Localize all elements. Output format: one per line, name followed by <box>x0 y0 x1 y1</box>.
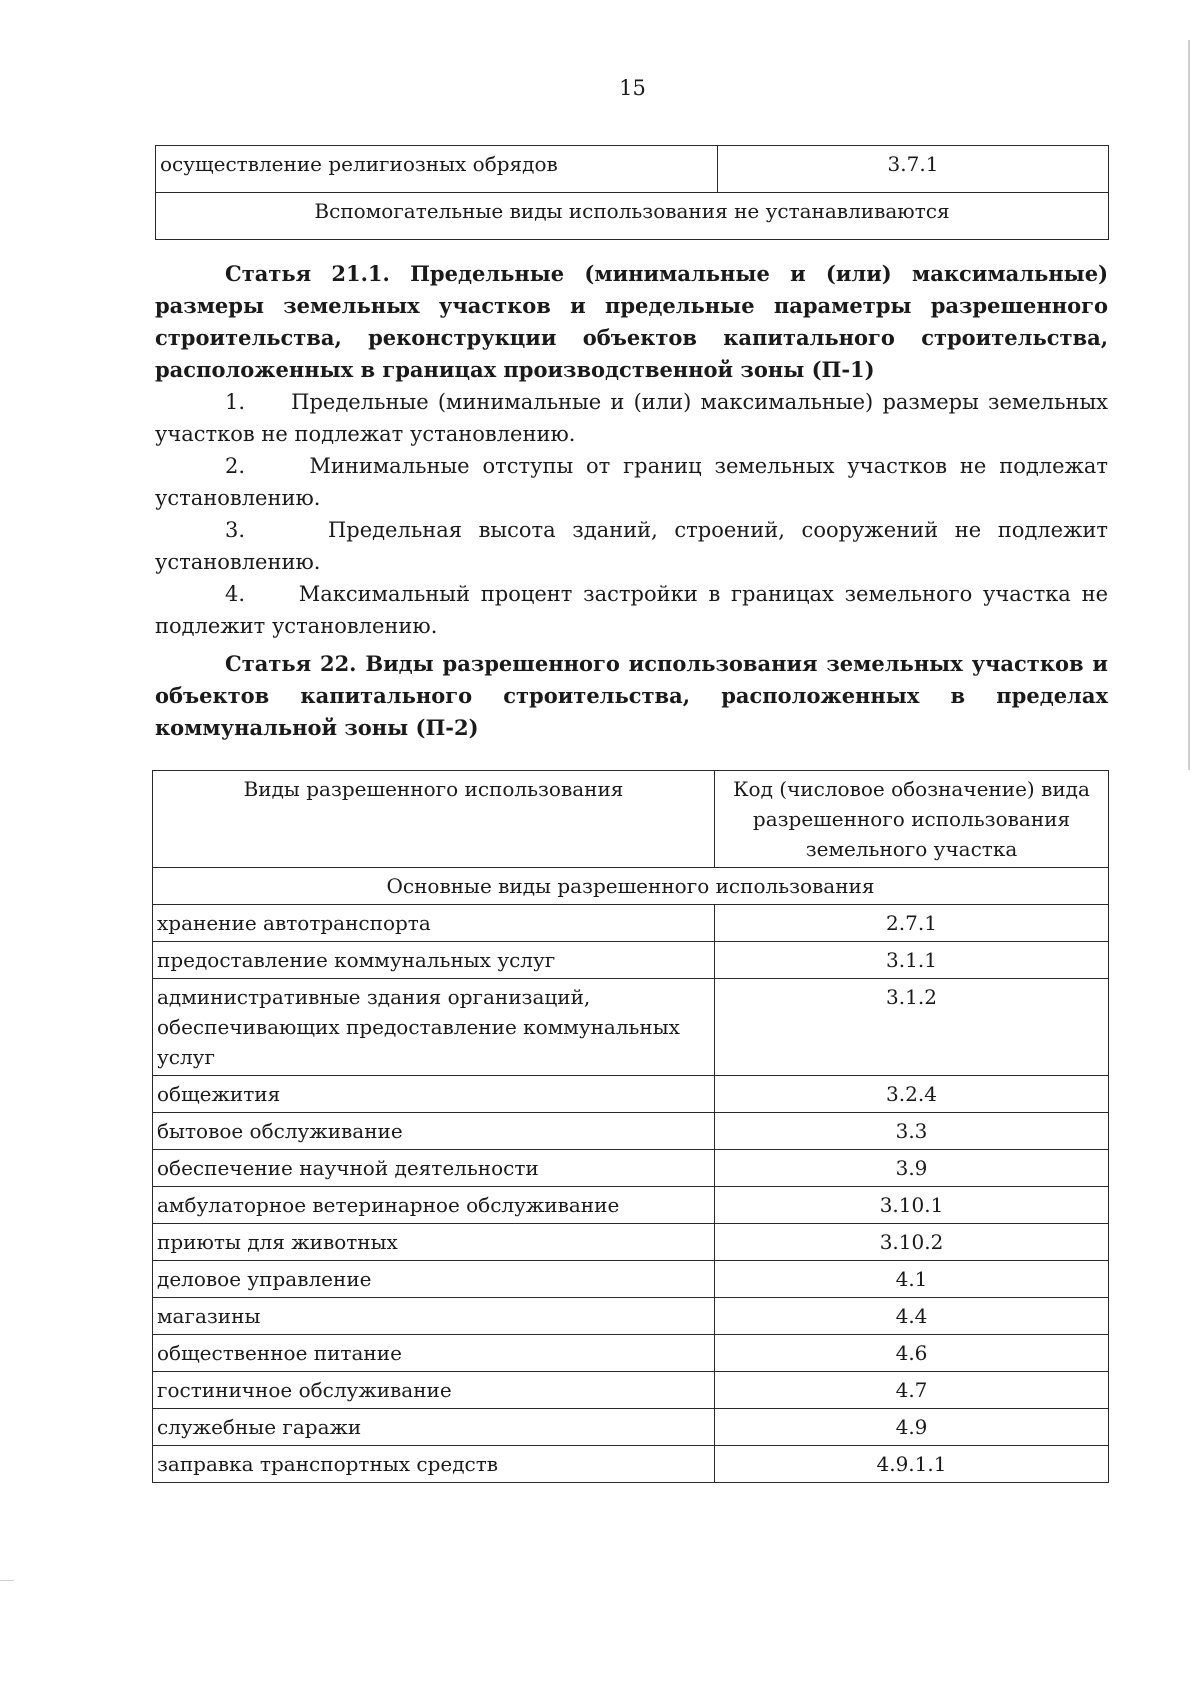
table-cell-code: 3.1.1 <box>715 942 1109 979</box>
table-cell-code: 3.10.2 <box>715 1224 1109 1261</box>
table-cell-code: 3.2.4 <box>715 1076 1109 1113</box>
table-cell-name: хранение автотранспорта <box>153 905 715 942</box>
table-row <box>153 1150 1109 1187</box>
article-item: 3. Предельная высота зданий, строений, сооружений не подлежит установлению. <box>155 518 1108 574</box>
page-number: 15 <box>619 76 646 100</box>
table-cell-name: гостиничное обслуживание <box>153 1372 715 1409</box>
table-row <box>153 942 1109 979</box>
table-cell-name: обеспечение научной деятельности <box>153 1150 715 1187</box>
article-item: 2. Минимальные отступы от границ земельных участков не подлежат установлению. <box>155 454 1108 510</box>
table-cell-name: бытовое обслуживание <box>153 1113 715 1150</box>
table-row <box>153 1224 1109 1261</box>
table-cell-name: общежития <box>153 1076 715 1113</box>
table-row <box>156 146 1109 193</box>
top-table <box>155 145 1109 240</box>
table-cell-name: служебные гаражи <box>153 1409 715 1446</box>
table-cell-code: 4.9 <box>715 1409 1109 1446</box>
table-cell-code: 2.7.1 <box>715 905 1109 942</box>
header-name: Виды разрешенного использования <box>153 771 715 868</box>
table-cell-code: 4.4 <box>715 1298 1109 1335</box>
table-row <box>153 1446 1109 1483</box>
table-section-row <box>153 868 1109 905</box>
table-row <box>156 193 1109 240</box>
table-row <box>153 905 1109 942</box>
table-cell-code: 4.6 <box>715 1335 1109 1372</box>
table-row <box>153 1335 1109 1372</box>
table-cell-code: 4.1 <box>715 1261 1109 1298</box>
table-header-row <box>153 771 1109 868</box>
table-row <box>153 1113 1109 1150</box>
table-cell-name: приюты для животных <box>153 1224 715 1261</box>
article-title: Статья 21.1. Предельные (минимальные и (или) максимальные) размеры земельных участков и предельные параметры разрешенного строительства, реконструкции объектов капитального строительства, расположенных в границах производственной зоны (П-1) <box>155 261 1108 382</box>
section-title: Основные виды разрешенного использования <box>153 868 1109 905</box>
scan-edge-mark <box>1188 40 1190 770</box>
table-note: Вспомогательные виды использования не устанавливаются <box>156 193 1109 240</box>
table-cell-code: 3.3 <box>715 1113 1109 1150</box>
article-item: 4. Максимальный процент застройки в границах земельного участка не подлежит установлению. <box>155 582 1108 638</box>
table-cell-code: 3.10.1 <box>715 1187 1109 1224</box>
table-cell-code: 3.7.1 <box>718 146 1109 193</box>
table-row <box>153 979 1109 1076</box>
table-cell-name: амбулаторное ветеринарное обслуживание <box>153 1187 715 1224</box>
table-row <box>153 1187 1109 1224</box>
header-code: Код (числовое обозначение) вида разрешенного использования земельного участка <box>715 771 1109 868</box>
article-title: Статья 22. Виды разрешенного использования земельных участков и объектов капитального строительства, расположенных в пределах коммунальной зоны (П-2) <box>155 651 1108 740</box>
table-cell-name: магазины <box>153 1298 715 1335</box>
article-22 <box>155 648 1108 744</box>
scan-edge-mark <box>0 1580 14 1581</box>
table-cell-name: заправка транспортных средств <box>153 1446 715 1483</box>
table-row <box>153 1409 1109 1446</box>
land-use-table <box>152 770 1109 1483</box>
table-cell-code: 4.9.1.1 <box>715 1446 1109 1483</box>
table-cell-code: 4.7 <box>715 1372 1109 1409</box>
article-item: 1. Предельные (минимальные и (или) максимальные) размеры земельных участков не подлежат установлению. <box>155 390 1108 446</box>
table-cell-code: 3.1.2 <box>715 979 1109 1076</box>
table-body <box>153 905 1109 1483</box>
table-cell-code: 3.9 <box>715 1150 1109 1187</box>
table-cell-name: административные здания организаций, обеспечивающих предоставление коммунальных услуг <box>153 979 715 1076</box>
table-cell-name: деловое управление <box>153 1261 715 1298</box>
article-21-1 <box>155 258 1108 642</box>
table-cell-name: общественное питание <box>153 1335 715 1372</box>
table-row <box>153 1372 1109 1409</box>
table-row <box>153 1298 1109 1335</box>
table-cell-name: осуществление религиозных обрядов <box>156 146 718 193</box>
table-cell-name: предоставление коммунальных услуг <box>153 942 715 979</box>
table-row <box>153 1261 1109 1298</box>
table-row <box>153 1076 1109 1113</box>
